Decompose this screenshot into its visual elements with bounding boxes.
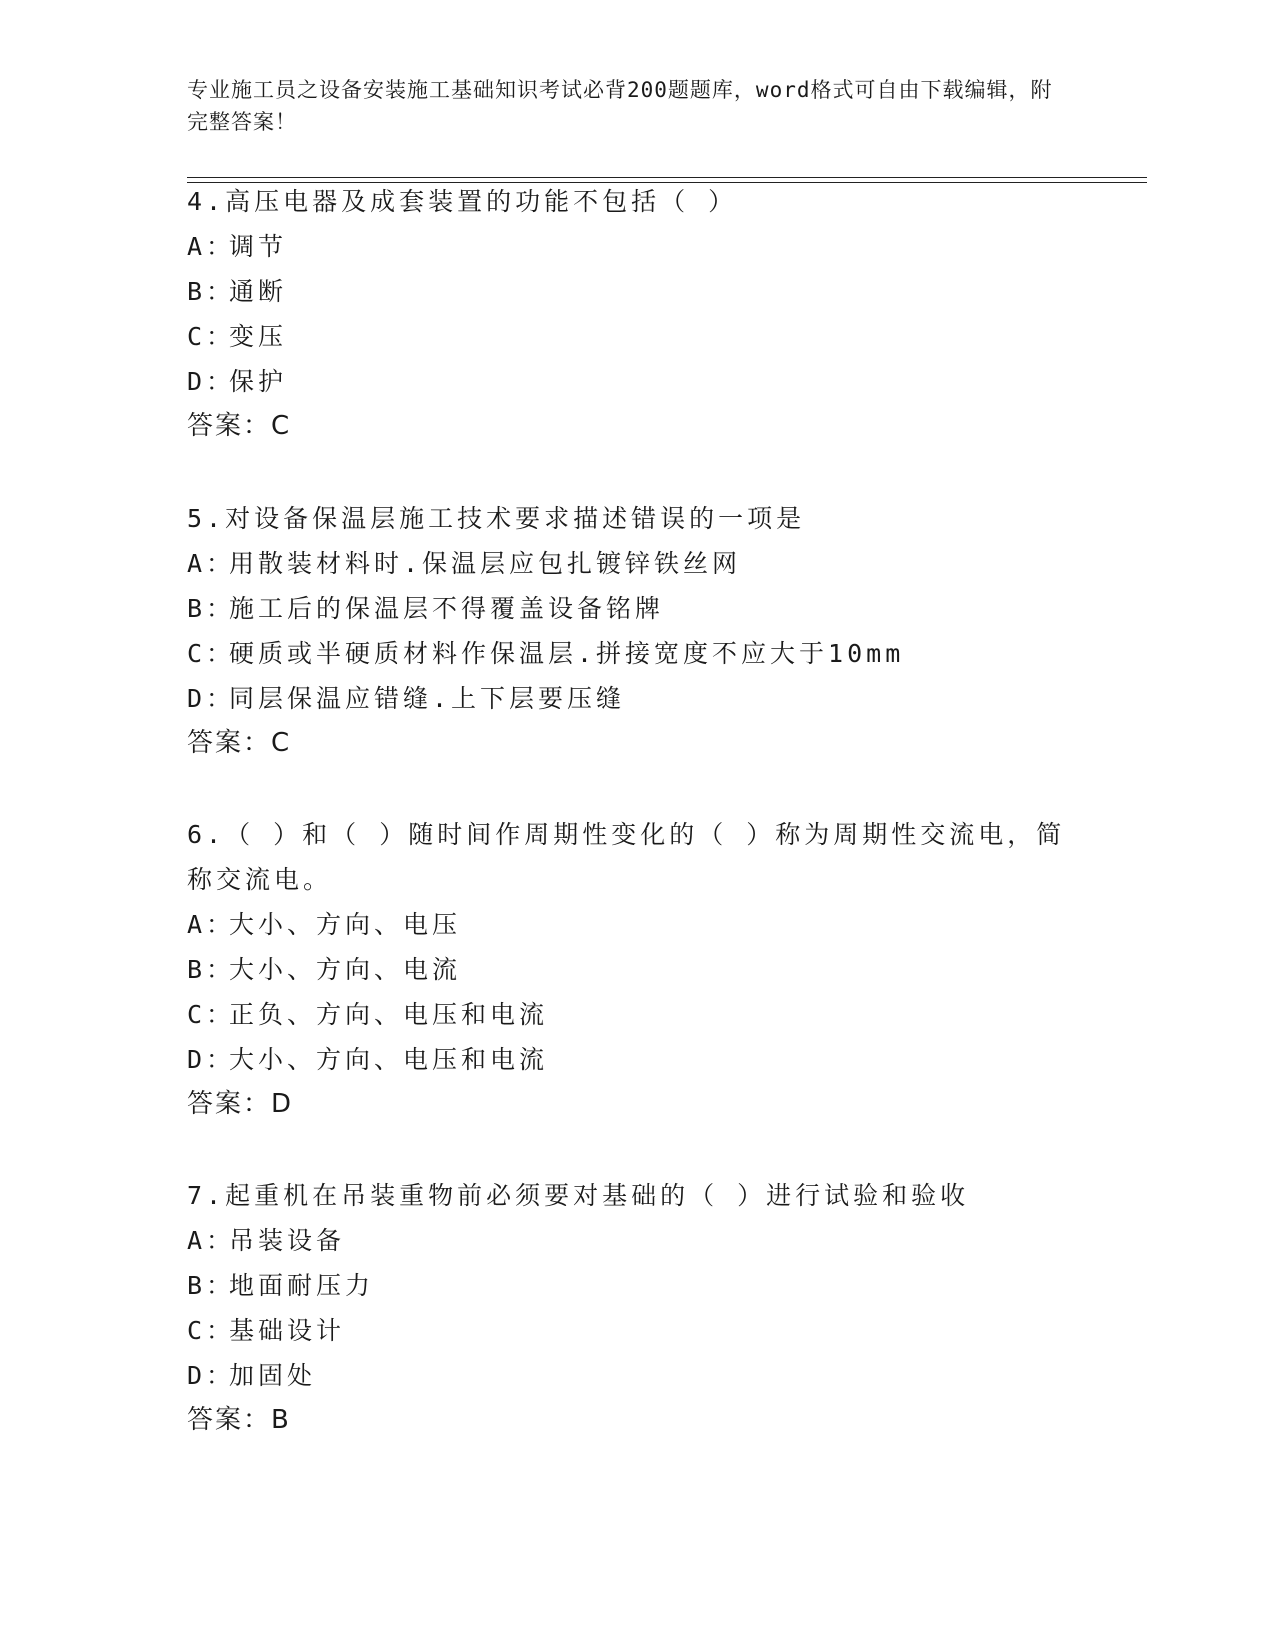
answer-line: 答案：C	[187, 728, 292, 758]
option-a	[187, 224, 1087, 269]
option-label: B：	[187, 594, 236, 623]
option-c	[187, 314, 1087, 359]
option-text: 硬质或半硬质材料作保温层.拼接宽度不应大于10mm	[229, 639, 905, 668]
document-header: 专业施工员之设备安装施工基础知识考试必背200题题库，word格式可自由下载编辑，附完整答案！	[187, 78, 1053, 134]
option-label: C：	[187, 322, 236, 351]
option-label: A：	[187, 910, 236, 939]
option-b	[187, 1263, 1087, 1308]
option-text: 吊装设备	[229, 1226, 346, 1255]
question-stem: 6.（ ）和（ ）随时间作周期性变化的（ ）称为周期性交流电，简称交流电。	[187, 820, 1066, 894]
option-label: B：	[187, 955, 236, 984]
option-text: 大小、方向、电流	[229, 955, 462, 984]
option-label: C：	[187, 1000, 236, 1029]
option-a	[187, 902, 1087, 947]
option-label: C：	[187, 639, 236, 668]
option-c	[187, 631, 1087, 676]
question-block	[187, 812, 1087, 1127]
option-text: 变压	[229, 322, 288, 351]
answer-line: 答案：D	[187, 1089, 294, 1119]
option-text: 通断	[229, 277, 288, 306]
header-divider-top	[187, 177, 1147, 178]
option-label: D：	[187, 1361, 236, 1390]
option-text: 基础设计	[229, 1316, 346, 1345]
option-label: B：	[187, 277, 236, 306]
option-c	[187, 1308, 1087, 1353]
option-text: 用散装材料时.保温层应包扎镀锌铁丝网	[229, 549, 742, 578]
option-text: 保护	[229, 367, 288, 396]
option-text: 正负、方向、电压和电流	[229, 1000, 549, 1029]
option-b	[187, 947, 1087, 992]
option-d	[187, 676, 1087, 721]
option-text: 同层保温应错缝.上下层要压缝	[229, 684, 626, 713]
option-text: 大小、方向、电压	[229, 910, 462, 939]
option-d	[187, 1037, 1087, 1082]
option-c	[187, 992, 1087, 1037]
option-a	[187, 1218, 1087, 1263]
option-text: 加固处	[229, 1361, 317, 1390]
question-block	[187, 179, 1087, 449]
option-label: B：	[187, 1271, 236, 1300]
question-stem: 5.对设备保温层施工技术要求描述错误的一项是	[187, 504, 806, 533]
answer-line: 答案：B	[187, 1405, 291, 1435]
option-text: 大小、方向、电压和电流	[229, 1045, 549, 1074]
option-a	[187, 541, 1087, 586]
option-b	[187, 269, 1087, 314]
question-block	[187, 496, 1087, 766]
option-label: D：	[187, 684, 236, 713]
question-stem: 7.起重机在吊装重物前必须要对基础的（ ）进行试验和验收	[187, 1181, 970, 1210]
option-label: D：	[187, 1045, 236, 1074]
question-block	[187, 1173, 1087, 1443]
option-text: 调节	[229, 232, 288, 261]
answer-line: 答案：C	[187, 411, 292, 441]
option-text: 地面耐压力	[229, 1271, 375, 1300]
option-label: A：	[187, 549, 236, 578]
option-label: A：	[187, 232, 236, 261]
option-label: A：	[187, 1226, 236, 1255]
option-d	[187, 359, 1087, 404]
option-label: D：	[187, 367, 236, 396]
option-text: 施工后的保温层不得覆盖设备铭牌	[229, 594, 665, 623]
question-stem: 4.高压电器及成套装置的功能不包括（ ）	[187, 187, 738, 216]
option-d	[187, 1353, 1087, 1398]
option-label: C：	[187, 1316, 236, 1345]
option-b	[187, 586, 1087, 631]
